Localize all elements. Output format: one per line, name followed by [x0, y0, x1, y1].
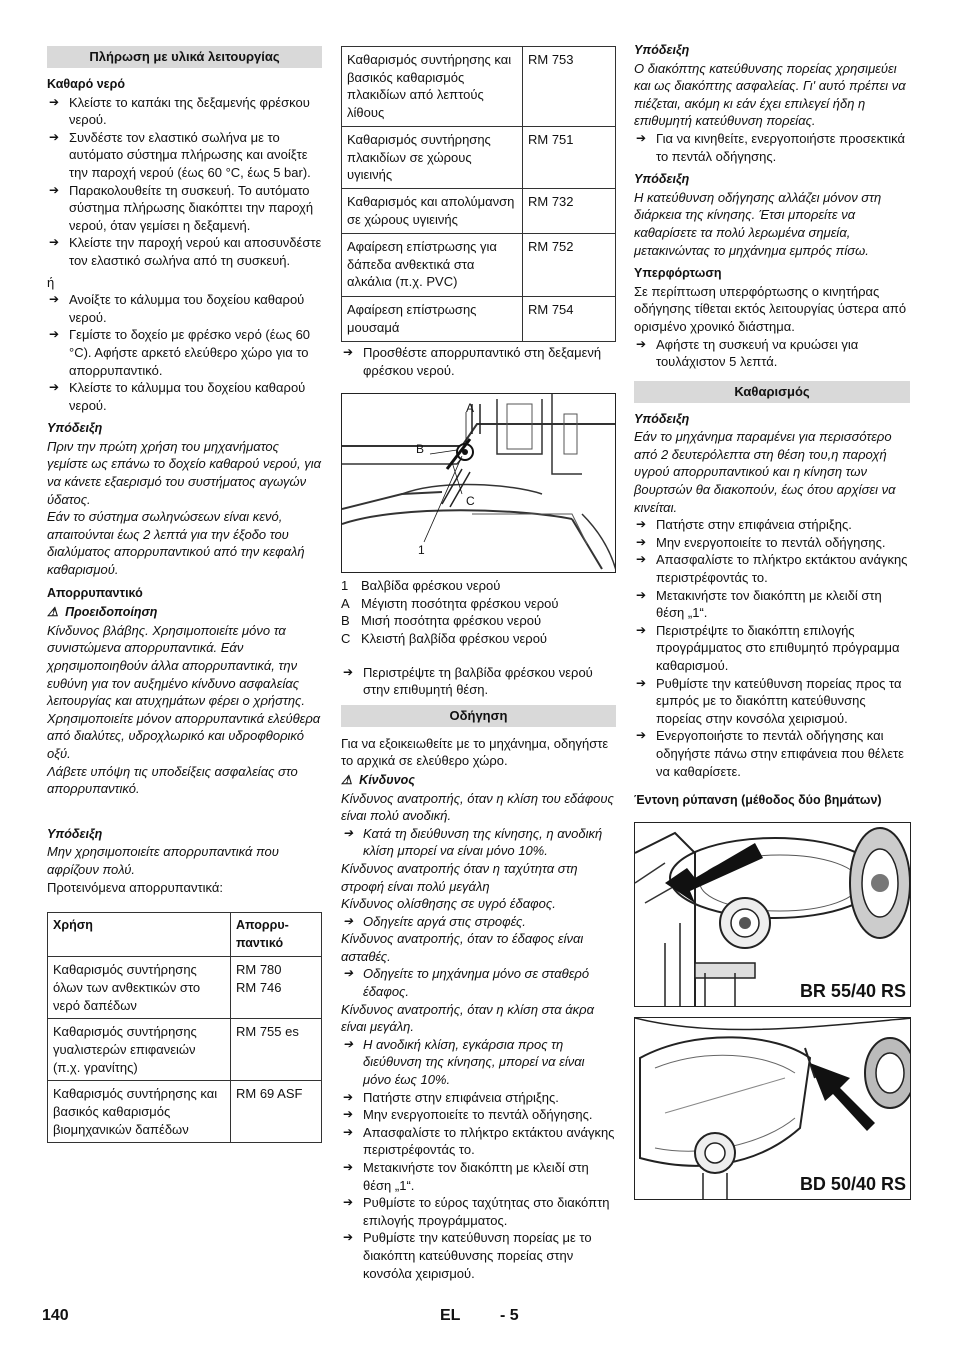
step-text: Πατήστε στην επιφάνεια στήριξης. — [363, 1089, 559, 1105]
br-machine-illustration — [635, 823, 911, 1007]
detergent-cell: RM 732 — [523, 189, 616, 234]
step-text: Πατήστε στην επιφάνεια στήριξης. — [656, 517, 852, 533]
step-text: Μην ενεργοποιείτε το πεντάλ οδήγησης. — [363, 1107, 593, 1123]
table-row — [48, 1019, 322, 1081]
detergent-cell: RM 755 es — [231, 1019, 322, 1081]
danger-text: Κίνδυνος ανατροπής, όταν η κλίση του εδάφους είναι πολύ ανοδική. — [341, 790, 614, 824]
legend-key: 1 — [341, 578, 349, 594]
arrow-icon: ➔ — [343, 1124, 354, 1139]
danger-step — [341, 1036, 616, 1089]
step-text: Ρυθμίστε την κατεύθυνση πορείας με το διακόπτη κατεύθυνσης πορείας στην κονσόλα χειρισμού. — [363, 1230, 592, 1281]
step-item — [634, 130, 910, 165]
note-text: Εάν το σύστημα σωληνώσεων είναι κενό, απαιτούνται έως 2 λεπτά για την έξοδο του διαλύματος απορρυπαντικού από την κεφαλή καθαρισμού. — [47, 509, 305, 578]
step-text: Ανοίξτε το κάλυμμα του δοχείου καθαρού νερού. — [69, 292, 305, 325]
arrow-icon: ➔ — [49, 380, 60, 395]
step-text: Κλείστε το κάλυμμα του δοχείου καθαρού νερού. — [69, 380, 306, 413]
detergent-cell: RM 69 ASF — [231, 1081, 322, 1143]
legend-text: Μισή ποσότητα φρέσκου νερού — [361, 613, 542, 629]
step-text: Ενεργοποιήστε το πεντάλ οδήγησης και οδηγήστε πάνω στην επιφάνεια που θέλετε να καθαρίσετε. — [656, 728, 904, 779]
step-text: Οδηγείτε το μηχάνημα μόνο σε σταθερό έδαφος. — [363, 966, 590, 1000]
model-label: BD 50/40 RS — [799, 1174, 906, 1195]
heavy-soiling-heading: Έντονη ρύπανση (μέθοδος δύο βημάτων) — [634, 793, 882, 808]
step-item — [634, 587, 910, 622]
table-header-row — [48, 913, 322, 957]
table-row — [48, 957, 322, 1019]
valve-figure — [341, 393, 616, 573]
legend-key: B — [341, 613, 350, 629]
sub-page: - 5 — [500, 1307, 519, 1324]
usage-cell: Αφαίρεση επίστρωσης για δάπεδα ανθεκτικά στα αλκάλια (π.χ. PVC) — [342, 234, 523, 297]
container-steps — [47, 291, 322, 414]
legend-item — [341, 577, 616, 595]
figure-label-c: C — [466, 494, 475, 509]
arrow-icon: ➔ — [49, 182, 60, 197]
note-text: Εάν το μηχάνημα παραμένει για περισσότερο από 2 δευτερόλεπτα στη θέση του,η παροχή υγρού απορρυπαντικού και η κίνηση των βουρτσών θα διακοπούν, έως ότου αρχίσει να κινείται. — [634, 429, 896, 515]
warning-icon: ⚠ — [47, 605, 59, 620]
usage-cell: Καθαρισμός συντήρησης όλων των ανθεκτικών στο νερό δαπέδων — [48, 957, 231, 1019]
detergent-cell: RM 753 — [523, 47, 616, 127]
arrow-icon: ➔ — [49, 94, 60, 109]
arrow-icon: ➔ — [636, 675, 647, 690]
section-title-driving: Οδήγηση — [341, 705, 616, 727]
column-1 — [47, 46, 322, 1143]
step-text: Αφήστε τη συσκευή να κρυώσει για τουλάχιστον 5 λεπτά. — [656, 336, 859, 370]
danger-text: Κίνδυνος ανατροπής όταν η ταχύτητα στη στροφή είναι πολύ μεγάλη — [341, 860, 578, 894]
arrow-icon: ➔ — [343, 966, 354, 981]
step-text: Μετακινήστε τον διακόπτη με κλειδί στη θέση „1“. — [363, 1160, 589, 1193]
step-text: Κλείστε το καπάκι της δεξαμενής φρέσκου νερού. — [69, 94, 310, 128]
usage-cell: Καθαρισμός και απολύμανση σε χώρους υγιεινής — [342, 189, 523, 234]
step-text: Περιστρέψτε το διακόπτη επιλογής προγράμματος στο επιθυμητό πρόγραμμα καθαρισμού. — [656, 622, 900, 673]
table-row — [342, 47, 616, 127]
column-2 — [341, 46, 616, 1282]
arrow-icon: ➔ — [636, 728, 647, 743]
usage-cell: Καθαρισμός συντήρησης γυαλιστερών επιφανειών (π.χ. γρανίτης) — [48, 1019, 231, 1081]
figure-br-55-40 — [634, 822, 911, 1007]
table-header: Απορρυ- παντικό — [231, 913, 322, 957]
arrow-icon: ➔ — [636, 587, 647, 602]
table-header: Χρήση — [48, 913, 231, 957]
danger-step — [341, 913, 616, 931]
note-text: Η κατεύθυνση οδήγησης αλλάζει μόνον στη διάρκεια της κίνησης. Έτσι μπορείτε να καθαρίσετε τα πολύ λερωμένα σημεία, μετακινώντας το μηχάνημα εμπρός πίσω. — [634, 189, 882, 258]
arrow-icon: ➔ — [636, 517, 647, 532]
note-text: Πριν την πρώτη χρήση του μηχανήματος γεμίστε ως επάνω το δοχείο καθαρού νερού, για να κάνετε εξαερισμό του συστήματος αγωγών ύδατος. — [47, 438, 322, 507]
legend-item — [341, 595, 616, 613]
arrow-icon: ➔ — [636, 552, 647, 567]
arrow-icon: ➔ — [636, 130, 647, 145]
arrow-icon: ➔ — [343, 913, 354, 928]
legend-key: C — [341, 630, 351, 646]
legend-item — [341, 612, 616, 630]
step-item — [341, 1194, 616, 1229]
model-label: BR 55/40 RS — [799, 981, 906, 1002]
warning-label: Προειδοποίηση — [65, 605, 158, 620]
step-item — [47, 129, 322, 182]
arrow-icon: ➔ — [343, 1089, 354, 1104]
step-item — [47, 291, 322, 326]
step-item — [47, 234, 322, 269]
arrow-icon: ➔ — [343, 1195, 354, 1210]
arrow-icon: ➔ — [343, 825, 354, 840]
step-item — [47, 94, 322, 129]
step-item — [47, 182, 322, 235]
step-text: Κλείστε την παροχή νερού και αποσυνδέστε τον ελαστικό σωλήνα από τη συσκευή. — [69, 235, 322, 268]
detergent-table-continued — [341, 46, 616, 342]
figure-label-1: 1 — [418, 543, 425, 558]
step-item — [341, 664, 616, 699]
step-item — [341, 1089, 616, 1107]
step-text: Γεμίστε το δοχείο με φρέσκο νερό (έως 60 °C). Αφήστε αρκετό ελεύθερο χώρο για το απορρυπαντικό. — [69, 327, 311, 378]
step-text: Ρυθμίστε την κατεύθυνση πορείας προς τα εμπρός με το διακόπτη κατεύθυνσης πορείας στην κονσόλα χειρισμού. — [656, 675, 902, 726]
legend-text: Βαλβίδα φρέσκου νερού — [361, 578, 501, 594]
note-heading: Υπόδειξη — [634, 411, 690, 426]
valve-illustration — [342, 394, 616, 573]
step-text: Μετακινήστε τον διακόπτη με κλειδί στη θέση „1“. — [656, 587, 882, 621]
step-text: Προσθέστε απορρυπαντικό στη δεξαμενή φρέσκου νερού. — [363, 345, 602, 378]
note-heading: Υπόδειξη — [47, 826, 103, 841]
table-row — [342, 127, 616, 189]
recommended-label: Προτεινόμενα απορρυπαντικά: — [47, 879, 224, 895]
step-item — [47, 379, 322, 414]
step-item — [634, 336, 910, 371]
table-row — [342, 297, 616, 342]
arrow-icon: ➔ — [343, 345, 354, 359]
step-text: Συνδέστε τον ελαστικό σωλήνα με το αυτόματο σύστημα πλήρωσης και ανοίξτε την παροχή νερού (έως 60 °C, έως 5 bar). — [69, 129, 311, 180]
figure-label-b: B — [416, 442, 425, 457]
step-item — [634, 551, 910, 586]
step-text: Παρακολουθείτε τη συσκευή. Το αυτόματο σύστημα πλήρωσης διακόπτει την παροχή νερού, όταν γεμίσει η δεξαμενή. — [69, 182, 314, 233]
detergent-heading: Απορρυπαντικό — [47, 585, 143, 600]
step-item — [341, 344, 616, 379]
bd-machine-illustration — [635, 1018, 911, 1200]
danger-text: Κίνδυνος ανατροπής, όταν η κλίση στα άκρα είναι μεγάλη. — [341, 1001, 594, 1035]
arrow-icon: ➔ — [49, 129, 60, 144]
arrow-icon: ➔ — [636, 622, 647, 637]
step-item — [341, 1124, 616, 1159]
arrow-icon: ➔ — [636, 336, 647, 351]
warning-text: Χρησιμοποιείτε μόνον απορρυπαντικά ελεύθερα από διαλύτες, υδροχλωρικό και υδροφθορικό οξύ. — [47, 710, 321, 761]
detergent-cell: RM 780 RM 746 — [231, 957, 322, 1019]
warning-heading — [47, 604, 322, 622]
usage-cell: Καθαρισμός συντήρησης και βασικός καθαρισμός βιομηχανικών δαπέδων — [48, 1081, 231, 1143]
section-title-filling: Πλήρωση με υλικά λειτουργίας — [47, 46, 322, 68]
overload-heading: Υπερφόρτωση — [634, 266, 722, 281]
language-code: EL — [440, 1307, 461, 1324]
section-title-cleaning: Καθαρισμός — [634, 381, 910, 403]
detergent-cell: RM 751 — [523, 127, 616, 189]
or-text: ή — [47, 274, 55, 290]
detergent-cell: RM 752 — [523, 234, 616, 297]
usage-cell: Καθαρισμός συντήρησης και βασικός καθαρισμός πλακιδίων από λεπτούς λίθους — [342, 47, 523, 127]
step-item — [634, 727, 910, 780]
arrow-icon: ➔ — [343, 1230, 354, 1245]
danger-step — [341, 825, 616, 860]
step-item — [341, 1159, 616, 1194]
legend-key: A — [341, 595, 350, 611]
legend-item — [341, 630, 616, 648]
step-text: Οδηγείτε αργά στις στροφές. — [363, 913, 526, 929]
figure-label-a: A — [466, 401, 475, 416]
figure-legend — [341, 577, 616, 647]
step-item — [47, 326, 322, 379]
clean-water-heading: Καθαρό νερό — [47, 77, 125, 91]
figure-bd-50-40 — [634, 1017, 911, 1200]
table-row — [342, 234, 616, 297]
step-text: Μην ενεργοποιείτε το πεντάλ οδήγησης. — [656, 534, 886, 550]
note-text: Μην χρησιμοποιείτε απορρυπαντικά που αφρίζουν πολύ. — [47, 844, 279, 877]
legend-text: Κλειστή βαλβίδα φρέσκου νερού — [361, 630, 548, 646]
note-heading: Υπόδειξη — [47, 421, 103, 436]
clean-water-steps — [47, 94, 322, 270]
usage-cell: Αφαίρεση επίστρωσης μουσαμά — [342, 297, 523, 342]
driving-steps — [341, 1089, 616, 1283]
step-text: Η ανοδική κλίση, εγκάρσια προς τη διεύθυνση της κίνησης, μπορεί να είναι μόνο έως 10%. — [363, 1036, 585, 1088]
page-number: 140 — [42, 1307, 69, 1324]
warning-text: Λάβετε υπόψη τις υποδείξεις ασφαλείας στο απορρυπαντικό. — [47, 763, 298, 797]
step-text: Ρυθμίστε το εύρος ταχύτητας στο διακόπτη επιλογής προγράμματος. — [363, 1195, 610, 1228]
danger-text: Κίνδυνος ολίσθησης σε υγρό έδαφος. — [341, 896, 556, 912]
column-3 — [634, 43, 910, 1200]
usage-cell: Καθαρισμός συντήρησης πλακιδίων σε χώρους υγιεινής — [342, 127, 523, 189]
detergent-table — [47, 912, 322, 1143]
warning-text: Κίνδυνος βλάβης. Χρησιμοποιείτε μόνο τα συνιστώμενα απορρυπαντικά. Εάν χρησιμοποιηθούν άλλα απορρυπαντικά, την ευθύνη για τον αυξημένο κίνδυνο ασφαλείας λειτουργίας και ατυχημάτων φέρει ο χρήστης. — [47, 622, 305, 709]
step-item — [634, 675, 910, 728]
step-item — [634, 622, 910, 675]
table-row — [342, 189, 616, 234]
note-heading: Υπόδειξη — [634, 43, 690, 57]
driving-intro: Για να εξοικειωθείτε με το μηχάνημα, οδηγήστε το αρχικά σε ελεύθερο χώρο. — [341, 735, 609, 769]
step-text: Κατά τη διεύθυνση της κίνησης, η ανοδική κλίση μπορεί να είναι μόνο 10%. — [363, 825, 603, 859]
overload-text: Σε περίπτωση υπερφόρτωσης ο κινητήρας οδήγησης τίθεται εκτός λειτουργίας ύστερα από ορισμένο χρονικό διάστημα. — [634, 283, 907, 334]
note-text: Ο διακόπτης κατεύθυνσης πορείας χρησιμεύει και ως διακόπτης ασφαλείας. Γι' αυτό πρέπει να πιέζεται, ακόμη κι εάν έχει επιλεγεί ήδη η επιθυμητή κατεύθυνση πορείας. — [634, 60, 906, 129]
arrow-icon: ➔ — [343, 1160, 354, 1174]
arrow-icon: ➔ — [343, 664, 354, 679]
arrow-icon: ➔ — [49, 292, 60, 307]
arrow-icon: ➔ — [49, 327, 60, 342]
danger-heading — [341, 772, 616, 790]
step-item — [634, 534, 910, 552]
arrow-icon: ➔ — [636, 534, 647, 549]
detergent-cell: RM 754 — [523, 297, 616, 342]
step-text: Περιστρέψτε τη βαλβίδα φρέσκου νερού στην επιθυμητή θέση. — [363, 664, 593, 698]
arrow-icon: ➔ — [49, 235, 60, 250]
danger-label: Κίνδυνος — [359, 772, 415, 787]
danger-step — [341, 965, 616, 1000]
step-item — [341, 1229, 616, 1282]
step-text: Απασφαλίστε το πλήκτρο εκτάκτου ανάγκης περιστρέφοντάς το. — [656, 552, 908, 586]
danger-icon: ⚠ — [341, 772, 353, 787]
step-item — [634, 516, 910, 534]
step-text: Για να κινηθείτε, ενεργοποιήστε προσεκτικά το πεντάλ οδήγησης. — [656, 130, 905, 164]
cleaning-steps — [634, 516, 910, 780]
note-heading: Υπόδειξη — [634, 172, 690, 187]
arrow-icon: ➔ — [343, 1107, 354, 1122]
legend-text: Μέγιστη ποσότητα φρέσκου νερού — [361, 595, 559, 611]
step-text: Απασφαλίστε το πλήκτρο εκτάκτου ανάγκης περιστρέφοντάς το. — [363, 1124, 615, 1158]
danger-text: Κίνδυνος ανατροπής, όταν το έδαφος είναι ασταθές. — [341, 931, 584, 964]
table-row — [48, 1081, 322, 1143]
arrow-icon: ➔ — [343, 1036, 354, 1051]
step-item — [341, 1106, 616, 1124]
